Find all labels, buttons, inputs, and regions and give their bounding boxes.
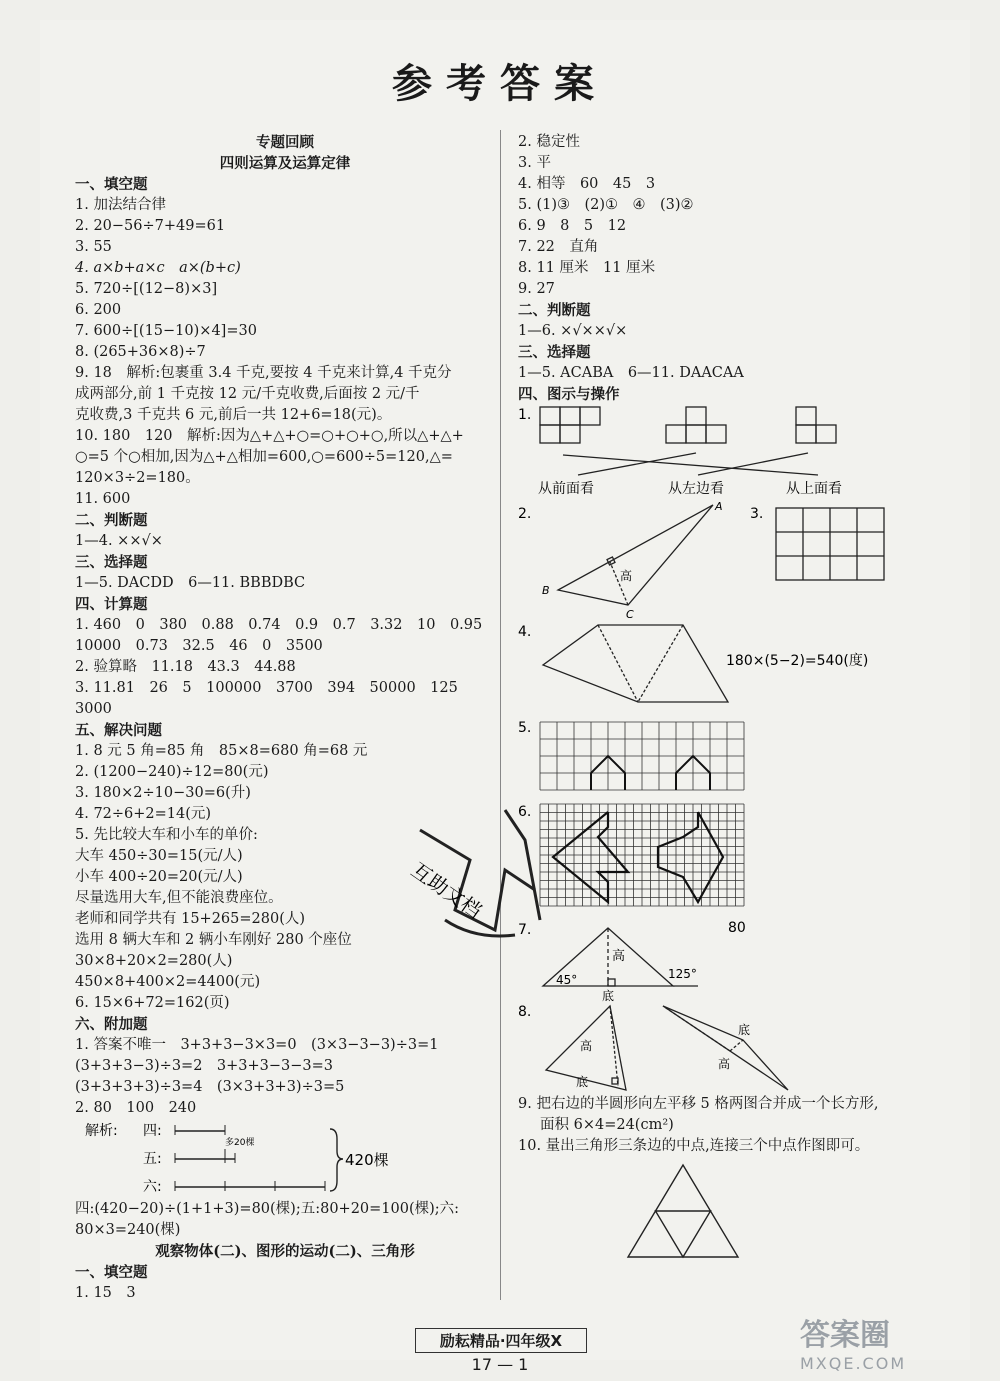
solve-line: 30×8+20×2=280(人) [75, 953, 233, 969]
column-divider [500, 130, 501, 1300]
solve-line: 大车 450÷30=15(元/人) [75, 848, 243, 864]
answer-line: 克收费,3 千克共 6 元,前后一共 12+6=18(元)。 [75, 407, 392, 423]
diagram-row-label: 六: [143, 1179, 162, 1195]
base-label: 底 [738, 1023, 751, 1037]
extra-line: 1. 答案不唯一 3+3+3−3×3=0 (3×3−3−3)÷3=1 [75, 1037, 439, 1053]
choice-answers: 1—5. ACABA 6—11. DAACAA [518, 365, 744, 381]
views-figure [518, 405, 938, 500]
question-number: 7. [518, 922, 532, 938]
section-choice-heading: 三、选择题 [75, 554, 148, 571]
answer-line: 2. 稳定性 [518, 134, 580, 150]
section-judge-heading: 二、判断题 [518, 302, 591, 319]
answer-line: 10. 180 120 解析:因为△+△+○=○+○+○,所以△+△+ [75, 428, 464, 444]
judge-answers: 1—4. ××√× [75, 533, 163, 549]
line-segment-diagram [75, 1119, 495, 1199]
angle-label: 45° [556, 973, 578, 987]
translation-grid-figure [518, 720, 938, 802]
answer-line: 4. 相等 60 45 3 [518, 176, 656, 192]
chapter-heading: 四则运算及运算定律 [219, 155, 351, 172]
stamp-text: 互助文档 [406, 857, 487, 924]
question-number: 1. [518, 407, 532, 423]
question-number: 3. [750, 506, 764, 522]
calc-line: 1. 460 0 380 0.88 0.74 0.9 0.7 3.32 10 0.95 [75, 617, 483, 633]
view-label: 从前面看 [538, 481, 594, 497]
answer-line: 6. 9 8 5 12 [518, 218, 627, 234]
answer-line: 11. 600 [75, 491, 131, 507]
section-calc-heading: 四、计算题 [75, 596, 148, 613]
answer-line: 6. 200 [75, 302, 122, 318]
answer-line: 9. 27 [518, 281, 555, 297]
view-label: 从左边看 [668, 481, 724, 497]
solve-line: 选用 8 辆大车和 2 辆小车刚好 280 个座位 [75, 932, 352, 948]
answer-line: 3. 55 [75, 239, 112, 255]
answer-line: 1. 15 3 [75, 1285, 136, 1301]
solve-line: 4. 72÷6+2=14(元) [75, 806, 212, 822]
answer-line: 1. 加法结合律 [75, 197, 166, 213]
extra-tail-line: 四:(420−20)÷(1+1+3)=80(棵);五:80+20=100(棵);六: [75, 1201, 460, 1217]
judge-answers: 1—6. ×√××√× [518, 323, 628, 339]
book-brand: 励耘精品·四年级X [415, 1328, 587, 1353]
answer-line: 3. 平 [518, 155, 551, 171]
answer-line: 7. 22 直角 [518, 239, 599, 255]
vertex-label: A [715, 500, 723, 513]
base-label: 底 [576, 1075, 589, 1089]
extra-tail-line: 80×3=240(棵) [75, 1222, 181, 1238]
extra-line: (3+3+3+3)÷3=4 (3×3+3+3)÷3=5 [75, 1079, 345, 1095]
q10-line: 10. 量出三角形三条边的中点,连接三个中点作图即可。 [518, 1138, 870, 1154]
question-number: 4. [518, 624, 532, 640]
solve-line: 450×8+400×2=4400(元) [75, 974, 261, 990]
pentagon-figure [518, 620, 938, 720]
chapter-heading-2: 观察物体(二)、图形的运动(二)、三角形 [155, 1243, 415, 1260]
answer-line: ○=5 个○相加,因为△+△相加=600,○=600÷5=120,△= [75, 449, 453, 465]
extra-line: 2. 80 100 240 [75, 1100, 197, 1116]
solve-line: 小车 400÷20=20(元/人) [75, 869, 243, 885]
section-extra-heading: 六、附加题 [75, 1016, 148, 1033]
q9-line: 9. 把右边的半圆形向左平移 5 格两图合并成一个长方形, [518, 1096, 879, 1112]
extra-line: (3+3+3−3)÷3=2 3+3+3−3−3=3 [75, 1058, 334, 1074]
solve-line: 尽量选用大车,但不能浪费座位。 [75, 890, 283, 906]
triangle-height-figure [518, 500, 938, 620]
answer-line: 8. 11 厘米 11 厘米 [518, 260, 656, 276]
height-label: 高 [580, 1039, 593, 1053]
calc-line: 3000 [75, 701, 112, 717]
angle-sum-equation: 180×(5−2)=540(度) [726, 653, 869, 669]
fill-answers [75, 195, 495, 510]
answer-line: 5. 720÷[(12−8)×3] [75, 281, 218, 297]
section-fill-heading: 一、填空题 [75, 176, 148, 193]
height-label: 高 [718, 1057, 731, 1071]
watermark-url: MXQE.COM [800, 1354, 907, 1373]
isosceles-triangle-figure [518, 920, 938, 1002]
section-figure-heading: 四、图示与操作 [518, 386, 620, 403]
right-column [518, 132, 938, 1267]
height-label: 高 [620, 569, 633, 583]
section-choice-heading: 三、选择题 [518, 344, 591, 361]
section-judge-heading: 二、判断题 [75, 512, 148, 529]
more-label: 多20棵 [225, 1138, 255, 1148]
answer-line: 2. 20−56÷7+49=61 [75, 218, 226, 234]
total-label: 420棵 [345, 1151, 389, 1169]
base-label: 底 [602, 989, 615, 1002]
solve-line: 3. 180×2÷10−30=6(升) [75, 785, 251, 801]
choice-answers: 1—5. DACDD 6—11. BBBDBC [75, 575, 306, 591]
height-label: 高 [612, 949, 626, 964]
section-solve-heading: 五、解决问题 [75, 722, 162, 739]
analysis-label: 解析: [85, 1123, 118, 1139]
handwritten-stamp [385, 800, 555, 970]
solve-line: 6. 15×6+72=162(页) [75, 995, 230, 1011]
question-number: 5. [518, 720, 532, 736]
topic-heading: 专题回顾 [256, 134, 314, 151]
vertex-label: C [626, 608, 634, 620]
calc-line: 10000 0.73 32.5 46 0 3500 [75, 638, 323, 654]
site-watermark [800, 1310, 990, 1375]
solve-line: 5. 先比较大车和小车的单价: [75, 827, 258, 843]
vertex-label: B [542, 584, 550, 597]
answer-line: 4. a×b+a×c a×(b+c) [75, 260, 241, 276]
angle-label: 125° [668, 967, 697, 981]
answer-line: 9. 18 解析:包裹重 3.4 千克,要按 4 千克来计算,4 千克分 [75, 365, 452, 381]
symmetry-grid-figure [518, 802, 938, 920]
answer-line: 成两部分,前 1 千克按 12 元/千克收费,后面按 2 元/千 [75, 386, 420, 402]
view-label: 从上面看 [786, 481, 842, 497]
midpoint-triangle-figure [518, 1157, 938, 1267]
page-title: 参考答案 [392, 60, 608, 107]
heights-figure [518, 1002, 938, 1094]
solve-line: 老师和同学共有 15+265=280(人) [75, 911, 306, 927]
answer-line: 120×3÷2=180。 [75, 470, 200, 486]
q9-line: 面积 6×4=24(cm²) [540, 1117, 674, 1133]
diagram-row-label: 五: [143, 1151, 162, 1167]
calc-line: 3. 11.81 26 5 100000 3700 394 50000 125 [75, 680, 458, 696]
diagram-row-label: 四: [143, 1123, 162, 1139]
watermark-logo-text: 答案圈 [800, 1318, 890, 1353]
solve-line: 1. 8 元 5 角=85 角 85×8=680 角=68 元 [75, 743, 368, 759]
answer-line: 7. 600÷[(15−10)×4]=30 [75, 323, 257, 339]
solve-line: 2. (1200−240)÷12=80(元) [75, 764, 269, 780]
left-column [75, 132, 495, 1304]
section-fill-heading-2: 一、填空题 [75, 1264, 148, 1281]
calc-line: 2. 验算略 11.18 43.3 44.88 [75, 659, 296, 675]
answer-line: 5. (1)③ (2)① ④ (3)② [518, 197, 694, 213]
answer-line: 8. (265+36×8)÷7 [75, 344, 206, 360]
question-number: 2. [518, 506, 532, 522]
side-value: 80 [728, 920, 746, 936]
page-number: 17 — 1 [471, 1355, 529, 1374]
question-number: 8. [518, 1004, 532, 1020]
question-number: 6. [518, 804, 532, 820]
